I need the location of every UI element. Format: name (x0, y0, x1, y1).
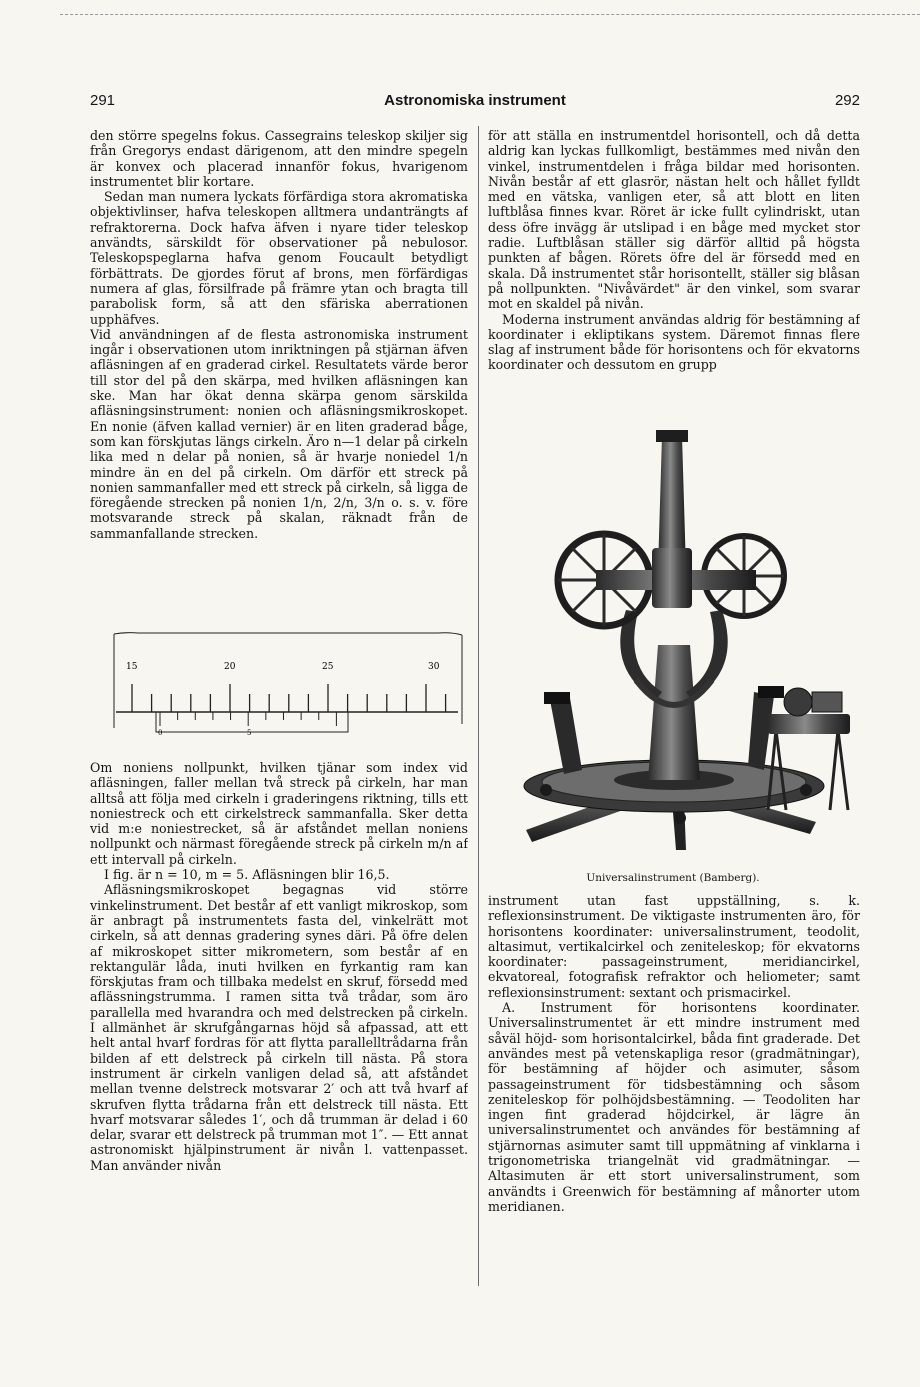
paragraph: den större spegelns fokus. Cassegrains teleskop skiljer sig från Gregorys endast därigenom, att den mindre spegeln är konvex och placerad innanför fokus, hvarigenom instrumentet blir kortare. (90, 128, 468, 189)
paragraph: A. Instrument för horisontens koordinater. Universalinstrumentet är ett mindre instrument med såväl höjd- som horisontalcirkel, båda fint graderade. Det användes mest på vetenskapliga resor (gradmätningar), för bestämning af höjder och asimuter, såsom passageinstrument för tidsbestämning och såsom zeniteleskop för polhöjdsbestämning. — Teodoliten har ingen fint graderad höjdcirkel, är lägre än universalinstrumentet och användes för bestämning af stjärnornas asimuter samt till uppmätning af vinklarna i trigonometriska triangelnät vid gradmätningar. — Altasimuten är ett stort universalinstrument, som användts i Greenwich för bestämning af månorter utom meridianen. (488, 1000, 860, 1214)
paragraph: för att ställa en instrumentdel horisontell, och då detta aldrig kan lyckas fullkomligt, bestämmes med nivån den vinkel, instrumentdelen i fråga bildar med horisonten. Nivån består af ett glasrör, nästan helt och hållet fylldt med en vätska, vanligen eter, så att blott en liten luftblåsa finnes kvar. Röret är icke fullt cylindriskt, utan dess öfre invägg är utslipad i en båge med mycket stor radie. Luftblåsan ställer sig därför alltid på högsta punkten af bågen. Rörets öfre del är försedd med en skala. Då instrumentet står horisontellt, ställer sig blåsan på nollpunkten. "Nivåvärdet" är den vinkel, som svarar mot en skaldel på nivån. (488, 128, 860, 312)
paragraph: I fig. är n = 10, m = 5. Afläsningen blir 16,5. (104, 867, 390, 883)
scale-label-25: 25 (322, 662, 334, 672)
paragraph: instrument utan fast uppställning, s. k. reflexionsinstrument. De viktigaste instrumenten äro, för horisontens koordinater: universalinstrument, teodolit, altasimut, vertikalcirkel och zeniteleskop; för ekvatorns koordinater: passageinstrument, meridiancirkel, ekvatoreal, fotografisk refraktor och heliometer; samt reflexionsinstrument: sextant och prismacirkel. (488, 893, 860, 1000)
universal-instrument-illustration (486, 430, 860, 864)
nonius-label-0: 0 (158, 729, 163, 737)
left-column-top (90, 128, 468, 608)
right-column-bottom (488, 893, 860, 1285)
page-title: Astronomiska instrument (384, 92, 566, 109)
circle-scale-outline (114, 633, 462, 728)
column-divider (478, 126, 479, 1286)
scale-label-15: 15 (126, 662, 138, 672)
instrument-column (648, 645, 700, 780)
paragraph: Om noniens nollpunkt, hvilken tjänar som index vid afläsningen, faller mellan två streck på cirkeln, har man alltså att följa med cirkeln i graderingens riktning, tills ett noniestreck och ett cirkelstreck sammanfalla. Sker detta vid m:e noniestrecket, så är afståndet mellan noniens nollpunkt och närmast föregående streck på cirkeln m/n af ett intervall på cirkeln. (90, 760, 468, 867)
scale-label-20: 20 (224, 662, 236, 672)
page-header (90, 92, 860, 112)
right-column-top (488, 128, 860, 428)
vernier-figure (112, 632, 464, 740)
reading-microscope-left (550, 698, 582, 774)
paragraph: Afläsningsmikroskopet begagnas vid större vinkelinstrument. Det består af ett vanligt mikroskop, som är anbragt på instrumentets fasta del, vinkelrätt mot cirkeln, så att dennas gradering synes däri. På öfre delen af mikroskopet sitter mikrometern, som består af en rektangulär låda, inuti hvilken en fyrkantig ram kan förskjutas fram och tillbaka medelst en skruf, försedd med aflässningstrumma. I ramen sitta två trådar, som äro parallella med hvarandra och med delstrecken på cirkeln. I allmänhet är skrufgångarnas höjd så afpassad, att ett helt antal hvarf fordras för att flytta parallelltrådarna från bilden af ett delstreck på cirkeln till nästa. På stora instrument är cirkeln vanligen delad så, att afståndet mellan tvenne delstreck motsvarar 2′ och att två hvarf af skrufven flytta trådarna från ett delstreck till nästa. Ett hvarf motsvarar således 1′, och då trumman är delad i 60 delar, svarar ett delstreck på trumman mot 1″. — Ett annat astronomiskt hjälpinstrument är nivån l. vattenpasset. Man använder nivån (90, 882, 468, 1173)
figure-caption: Universalinstrument (Bamberg). (586, 872, 760, 884)
nonius-label-5: 5 (247, 729, 252, 737)
scale-ticks (132, 684, 446, 712)
paragraph: Vid användningen af de flesta astronomiska instrument ingår i observationen utom inriktningen på stjärnan äfven afläsningen af en graderad cirkel. Resultatets värde beror till stor del på den skärpa, med hvilken afläsningen kan ske. Man har ökat denna skärpa genom särskilda afläsningsinstrument: nonien och afläsningsmikroskopet. En nonie (äfven kallad vernier) är en liten graderad båge, som kan förskjutas längs cirkeln. Äro n—1 delar på cirkeln lika med n delar på nonien, så är hvarje noniedel 1/n mindre än en del på cirkeln. Om därför ett streck på nonien sammanfaller med ett streck på cirkeln, så ligga de föregående strecken på nonien 1/n, 2/n, 3/n o. s. v. före motsvarande streck på skalan, räknadt från de sammanfallande strecken. (90, 326, 468, 541)
left-column-bottom (90, 760, 468, 1280)
paragraph: Moderna instrument användas aldrig för bestämning af koordinater i ekliptikans system. Däremot finnas flere slag af instrument både för horisontens och för ekvatorns koordinater och dessutom en grupp (488, 311, 860, 373)
paragraph: Sedan man numera lyckats förfärdiga stora akromatiska objektivlinser, hafva teleskopen alltmera undanträngts af refraktorerna. Dock hafva äfven i nyare tider teleskop användts, särskildt för observationer på nebulosor. Teleskopspeglarna hafva genom Foucault betydligt förbättrats. De gjordes förut af brons, men förfärdigas numera af glas, försilfrade på främre ytan och bragta till parabolisk form, så att den sfäriska aberrationen upphäfves. (90, 189, 468, 327)
scale-label-30: 30 (428, 662, 440, 672)
page-number-right: 292 (834, 92, 860, 109)
top-scan-line (60, 14, 920, 15)
nonius-scale (156, 712, 348, 732)
page-number-left: 291 (90, 92, 116, 109)
